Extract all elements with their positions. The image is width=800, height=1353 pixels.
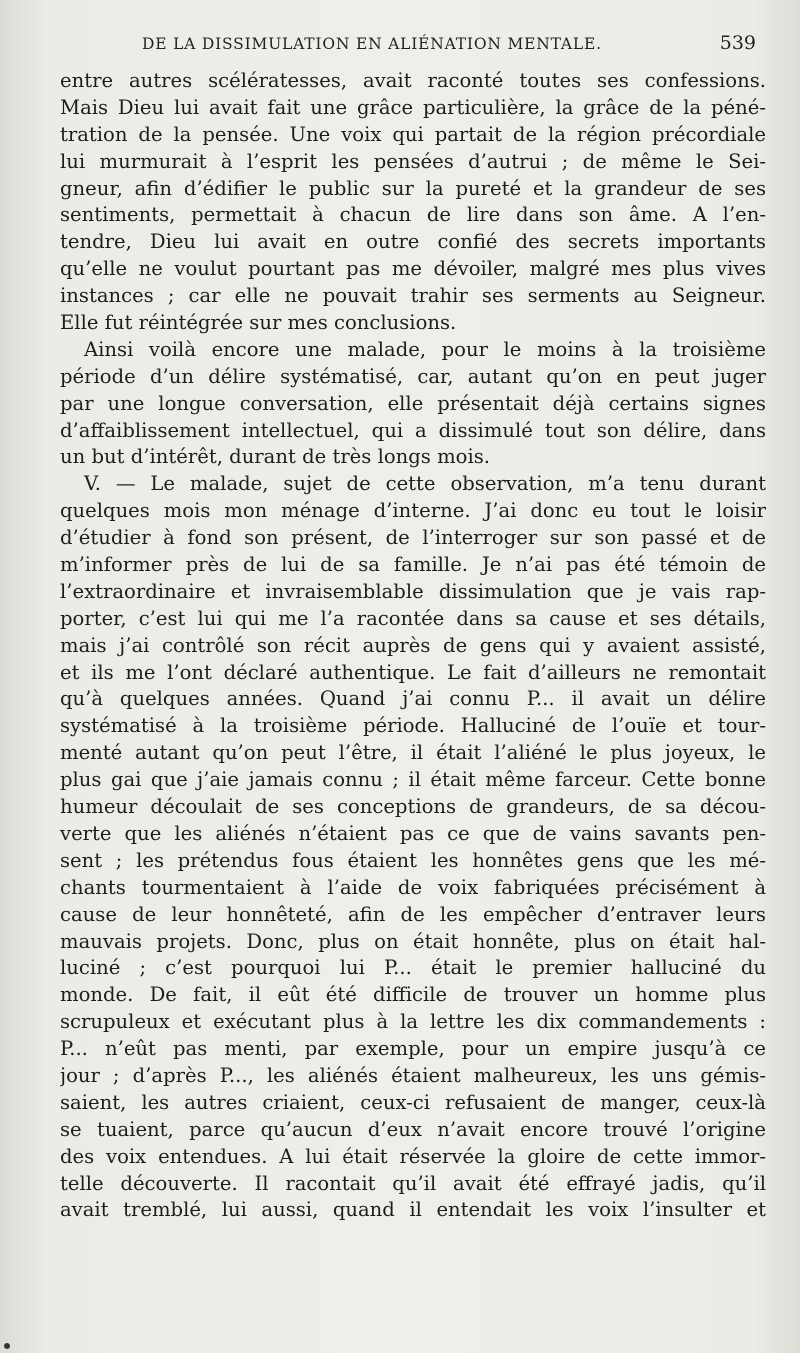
text-line: monde. De fait, il eût été difficile de trouver un homme plus xyxy=(60,983,766,1007)
text-line: porter, c’est lui qui me l’a racontée dans sa cause et ses détails, xyxy=(60,606,766,630)
text-line: gneur, afin d’édifier le public sur la pureté et la grandeur de ses xyxy=(60,176,766,200)
text-line: par une longue conversation, elle présentait déjà certains signes xyxy=(60,391,766,415)
text-line: telle découverte. Il racontait qu’il avait été effrayé jadis, qu’il xyxy=(60,1171,766,1195)
text-line: cause de leur honnêteté, afin de les empêcher d’entraver leurs xyxy=(60,902,766,926)
running-title: DE LA DISSIMULATION EN ALIÉNATION MENTALE. xyxy=(142,35,602,53)
body-text xyxy=(60,68,766,1224)
text-line: lui murmurait à l’esprit les pensées d’autrui ; de même le Sei- xyxy=(60,149,766,173)
text-line: d’affaiblissement intellectuel, qui a dissimulé tout son délire, dans xyxy=(60,418,766,442)
text-line: tration de la pensée. Une voix qui partait de la région précordiale xyxy=(60,122,766,146)
page-number: 539 xyxy=(719,32,756,54)
text-line: sentiments, permettait à chacun de lire dans son âme. A l’en- xyxy=(60,203,766,227)
text-line: Ainsi voilà encore une malade, pour le moins à la troisième xyxy=(84,337,766,361)
text-line: plus gai que j’aie jamais connu ; il était même farceur. Cette bonne xyxy=(60,768,766,792)
text-line: menté autant qu’on peut l’être, il était l’aliéné le plus joyeux, le xyxy=(60,741,766,765)
text-line: quelques mois mon ménage d’interne. J’ai donc eu tout le loisir xyxy=(60,499,766,523)
running-head xyxy=(60,32,756,60)
text-line: tendre, Dieu lui avait en outre confié des secrets importants xyxy=(60,230,766,254)
text-line: P... n’eût pas menti, par exemple, pour un empire jusqu’à ce xyxy=(60,1037,766,1061)
text-line: Elle fut réintégrée sur mes conclusions. xyxy=(60,311,457,335)
text-line: et ils me l’ont déclaré authentique. Le fait d’ailleurs ne remontait xyxy=(60,660,766,684)
text-line: qu’elle ne voulut pourtant pas me dévoiler, malgré mes plus vives xyxy=(60,257,766,281)
text-line: m’informer près de lui de sa famille. Je n’ai pas été témoin de xyxy=(60,553,766,577)
text-line: humeur découlait de ses conceptions de grandeurs, de sa décou- xyxy=(60,795,766,819)
text-line: Mais Dieu lui avait fait une grâce particulière, la grâce de la péné- xyxy=(60,95,766,119)
text-line: entre autres scélératesses, avait raconté toutes ses confessions. xyxy=(60,69,766,92)
text-line: l’extraordinaire et invraisemblable dissimulation que je vais rap- xyxy=(60,579,766,603)
text-line: saient, les autres criaient, ceux-ci refusaient de manger, ceux-là xyxy=(60,1090,766,1114)
text-line: période d’un délire systématisé, car, autant qu’on en peut juger xyxy=(60,364,766,388)
text-line: un but d’intérêt, durant de très longs mois. xyxy=(60,445,491,469)
text-line: mauvais projets. Donc, plus on était honnête, plus on était hal- xyxy=(60,929,766,953)
text-line: chants tourmentaient à l’aide de voix fabriquées précisément à xyxy=(60,875,766,899)
ink-spot xyxy=(4,1343,10,1349)
text-line: instances ; car elle ne pouvait trahir ses serments au Seigneur. xyxy=(60,284,766,308)
text-line: scrupuleux et exécutant plus à la lettre les dix commandements : xyxy=(60,1010,766,1034)
text-line: avait tremblé, lui aussi, quand il entendait les voix l’insulter et xyxy=(60,1198,766,1222)
text-line: se tuaient, parce qu’aucun d’eux n’avait encore trouvé l’origine xyxy=(60,1117,766,1141)
text-line: luciné ; c’est pourquoi lui P... était le premier halluciné du xyxy=(60,956,766,980)
text-line: jour ; d’après P..., les aliénés étaient malheureux, les uns gémis- xyxy=(60,1063,766,1087)
text-line: systématisé à la troisième période. Halluciné de l’ouïe et tour- xyxy=(60,714,766,738)
text-line: verte que les aliénés n’étaient pas ce que de vains savants pen- xyxy=(60,821,766,845)
text-line: V. — Le malade, sujet de cette observation, m’a tenu durant xyxy=(84,472,766,496)
text-line: qu’à quelques années. Quand j’ai connu P... il avait un délire xyxy=(60,687,766,711)
text-line: sent ; les prétendus fous étaient les honnêtes gens que les mé- xyxy=(60,848,766,872)
text-line: mais j’ai contrôlé son récit auprès de gens qui y avaient assisté, xyxy=(60,633,766,657)
text-line: des voix entendues. A lui était réservée la gloire de cette immor- xyxy=(60,1144,766,1168)
text-line: d’étudier à fond son présent, de l’interroger sur son passé et de xyxy=(60,526,766,550)
